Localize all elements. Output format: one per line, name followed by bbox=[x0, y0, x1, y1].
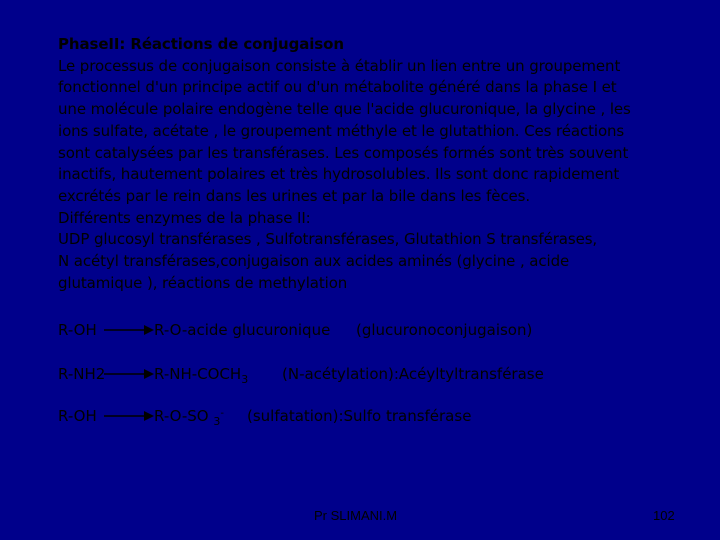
body-line: N acétyl transférases,conjugaison aux acides aminés (glycine , acide bbox=[58, 252, 570, 271]
body-line: Différents enzymes de la phase II: bbox=[58, 208, 311, 227]
reaction-product-main: R-NH-COCH bbox=[154, 365, 242, 383]
reaction-substrate: R-OH bbox=[58, 321, 97, 339]
reaction-arrow-icon bbox=[104, 408, 154, 424]
body-line: fonctionnel d'un principe actif ou d'un métabolite généré dans la phase I et bbox=[58, 78, 617, 97]
body-line: une molécule polaire endogène telle que l'acide glucuronique, la glycine , les bbox=[58, 100, 631, 119]
reaction-sulfation bbox=[58, 405, 698, 427]
reaction-product-superscript: - bbox=[220, 408, 224, 419]
body-text-block bbox=[58, 34, 698, 294]
reaction-product bbox=[154, 363, 248, 387]
reaction-product-subscript: 3 bbox=[241, 373, 249, 386]
body-line: excrétés par le rein dans les urines et par la bile dans les fèces. bbox=[58, 186, 531, 205]
body-line: ions sulfate, acétate , le groupement méthyle et le glutathion. Ces réactions bbox=[58, 121, 625, 140]
reaction-glucuronidation bbox=[58, 319, 698, 341]
reaction-substrate: R-NH2 bbox=[58, 365, 106, 383]
reaction-product: R-O-acide glucuronique bbox=[154, 321, 331, 339]
body-line: Le processus de conjugaison consiste à établir un lien entre un groupement bbox=[58, 56, 621, 75]
page-number: 102 bbox=[653, 508, 675, 523]
body-line: UDP glucosyl transférases , Sulfotransférases, Glutathion S transférases, bbox=[58, 230, 598, 249]
reaction-product-main: R-O-SO bbox=[154, 407, 214, 425]
reaction-product-subscript: 3 bbox=[213, 415, 221, 428]
reaction-arrow-icon bbox=[104, 366, 154, 382]
reaction-description: (sulfatation):Sulfo transférase bbox=[247, 407, 472, 425]
reaction-arrow-icon bbox=[104, 322, 154, 338]
reaction-description: (glucuronoconjugaison) bbox=[356, 321, 533, 339]
footer-author: Pr SLIMANI.M bbox=[314, 508, 398, 523]
reaction-description: (N-acétylation):Acéyltyltransférase bbox=[282, 365, 544, 383]
slide-title: PhaseII: Réactions de conjugaison bbox=[58, 35, 344, 53]
body-line: inactifs, hautement polaires et très hydrosolubles. Ils sont donc rapidement bbox=[58, 165, 620, 184]
body-line: sont catalysées par les transférases. Les composés formés sont très souvent bbox=[58, 143, 629, 162]
reaction-acetylation bbox=[58, 363, 698, 385]
reaction-substrate: R-OH bbox=[58, 407, 97, 425]
body-line: glutamique ), réactions de methylation bbox=[58, 273, 348, 292]
reaction-product bbox=[154, 405, 224, 430]
